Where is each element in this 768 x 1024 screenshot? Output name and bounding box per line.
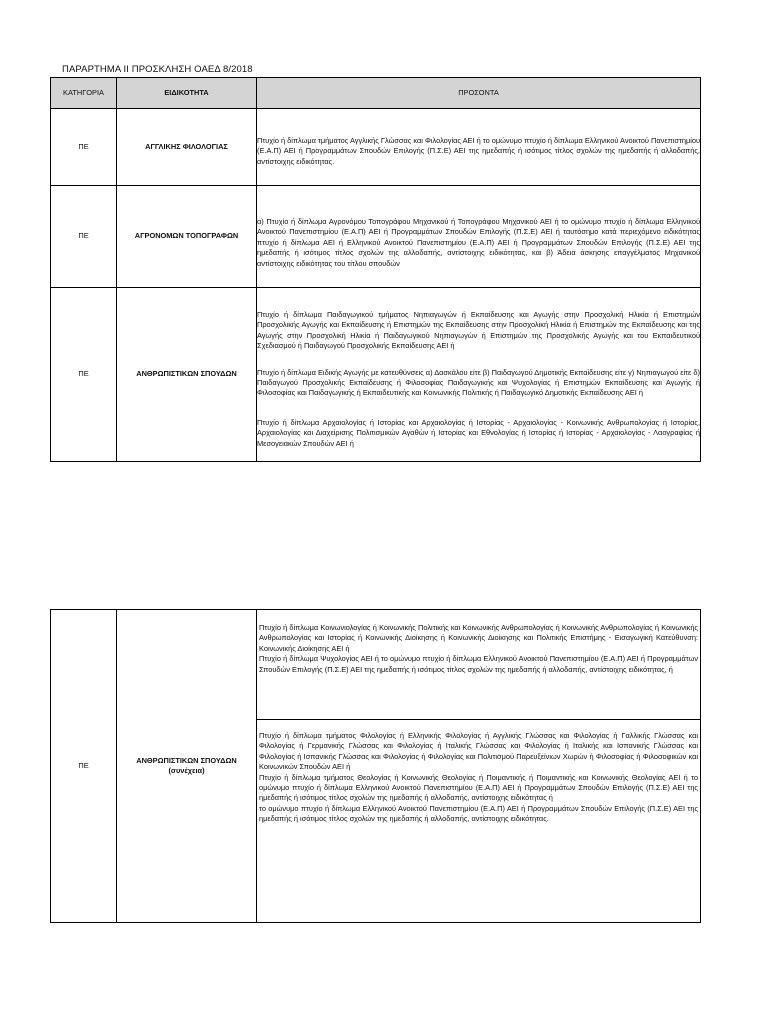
requirement-text: Πτυχίο ή δίπλωμα τμήματος Αγγλικής Γλώσσας και Φιλολογίας ΑΕΙ ή το ομώνυμο πτυχίο ή δίπλωμα Ελληνικού Ανοικτού Πανεπιστημίου (Ε.Α.Π) ΑΕΙ ή Προγραμμάτων Σπουδών Επιλογής (Π.Σ.Ε) ΑΕΙ της ημεδαπής ή ισότιμος τίτλος σχολών της ημεδαπής ή αλλοδαπής, αντίστοιχης ειδικότητας. <box>257 135 700 166</box>
table-header-row <box>51 78 701 109</box>
row-category: ΠΕ <box>51 186 117 288</box>
requirement-text: Πτυχίο ή δίπλωμα Ψυχολογίας ΑΕΙ ή το ομώνυμο πτυχίο ή δίπλωμα Ελληνικού Ανοικτού Πανεπιστημίου (Ε.Α.Π) ΑΕΙ ή Προγραμμάτων Σπουδών Επιλογής (Π.Σ.Ε) ΑΕΙ της ημεδαπής ή ισότιμος τίτλος σχολών της ημεδαπής ή αλλοδαπής, αντίστοιχης ειδικότητας, ή <box>259 654 698 674</box>
requirements-table-continued <box>50 609 701 923</box>
table-row <box>51 288 701 462</box>
row-specialty: ΑΓΡΟΝΟΜΩΝ ΤΟΠΟΓΡΑΦΩΝ <box>117 186 257 288</box>
requirement-text: Πτυχίο ή δίπλωμα τμήματος Φιλολογίας ή Ελληνικής Φιλολογίας ή Αγγλικής Γλώσσας και Φιλολογίας ή Γαλλικής Γλώσσας και Φιλολογίας ή Γερμανικής Γλώσσας και Φιλολογίας ή Ιταλικής Γλώσσας και Φιλολογίας ή Ιταλικής και Ισπανικής Γλώσσας και Φιλολογίας ή Ισπανικής Γλώσσας και Φιλολογίας ή Φιλολογίας και Πολιτισμού Παρευξείνιων Χωρών ή Φιλοσοφίας ή Φιλοσοφικών και Κοινωνικών Σπουδών ΑΕΙ ή <box>259 731 698 772</box>
requirement-text: Πτυχίο ή δίπλωμα τμήματος Θεολογίας ή Κοινωνικής Θεολογίας ή Ποιμαντικής ή Ποιμαντικής και Κοινωνικής Θεολογίας ΑΕΙ ή το ομώνυμο πτυχίο ή δίπλωμα Ελληνικού Ανοικτού Πανεπιστημίου (Ε.Α.Π) ΑΕΙ ή Προγραμμάτων Σπουδών Επιλογής (Π.Σ.Ε) ΑΕΙ της ημεδαπής ή ισότιμος τίτλος σχολών της ημεδαπής ή αλλοδαπής, αντίστοιχης ειδικότητας ή <box>259 772 698 803</box>
requirements-section-1 <box>257 610 700 720</box>
row-specialty <box>117 610 257 923</box>
row-requirements <box>257 610 701 923</box>
row-category: ΠΕ <box>51 610 117 923</box>
requirement-text: α) Πτυχίο ή δίπλωμα Αγρονόμου Τοπογράφου Μηχανικού ή Τοπογράφου Μηχανικού ΑΕΙ ή το ομώνυμο πτυχίο ή δίπλωμα Ελληνικού Ανοικτού Πανεπιστημίου (Ε.Α.Π) ΑΕΙ ή Προγραμμάτων Σπουδών Επιλογής (Π.Σ.Ε) ΑΕΙ ή ταυτόσημο κατά περιεχόμενο ειδικότητας πτυχίο ή δίπλωμα ΑΕΙ ή Ελληνικού Ανοικτού Πανεπιστημίου (Ε.Α.Π) ΑΕΙ ή Προγραμμάτων Σπουδών Επιλογής (Π.Σ.Ε) ΑΕΙ της ημεδαπής ή ισότιμος τίτλος σχολών της αλλοδαπής, αντίστοιχης ειδικότητας, και β) Άδεια άσκησης επαγγέλματος Μηχανικού αντίστοιχης ειδικότητας του τίτλου σπουδών <box>257 216 700 268</box>
row-requirements <box>257 288 701 462</box>
table-row <box>51 186 701 288</box>
requirement-text: Πτυχίο ή δίπλωμα Αρχαιολογίας ή Ιστορίας και Αρχαιολογίας ή Ιστορίας - Αρχαιολογίας - Κοινωνικής Ανθρωπολογίας ή Ιστορίας, Αρχαιολογίας και Διαχείρισης Πολιτισμικών Αγαθών ή Ιστορίας και Εθνολογίας ή Ιστορίας ή Ιστορίας - Αρχαιολογίας - Λαογραφίας ή Μεσογειακών Σπουδών ΑΕΙ ή <box>257 417 700 448</box>
requirement-text: Πτυχίο ή δίπλωμα Παιδαγωγικού τμήματος Νηπιαγωγών ή Εκπαίδευσης και Αγωγής στην Προσχολική Ηλικία ή Επιστημών Προσχολικής Αγωγής και Εκπαίδευσης ή Επιστημών της Εκπαίδευσης στην Προσχολική Ηλικία ή Επιστημών της Εκπαίδευσης και της Αγωγής στην Προσχολική Ηλικία ή Παιδαγωγικού Νηπιαγωγών ή Επιστημών της Προσχολικής Αγωγής και του Εκπαιδευτικού Σχεδιασμού ή Παιδαγωγού Προσχολικής Εκπαίδευσης ΑΕΙ ή <box>257 309 700 351</box>
header-specialty: ΕΙΔΙΚΟΤΗΤΑ <box>117 78 257 109</box>
table-row <box>51 109 701 186</box>
row-specialty: ΑΝΘΡΩΠΙΣΤΙΚΩΝ ΣΠΟΥΔΩΝ <box>117 288 257 462</box>
row-requirements <box>257 186 701 288</box>
header-category: ΚΑΤΗΓΟΡΙΑ <box>51 78 117 109</box>
requirements-table <box>50 77 701 462</box>
document-title: ΠΑΡΑΡΤΗΜΑ ΙΙ ΠΡΟΣΚΛΗΣΗ ΟΑΕΔ 8/2018 <box>62 64 253 75</box>
specialty-continued-note: (συνέχεια) <box>168 766 205 775</box>
specialty-label: ΑΝΘΡΩΠΙΣΤΙΚΩΝ ΣΠΟΥΔΩΝ <box>136 755 237 765</box>
table-row <box>51 610 701 923</box>
requirement-text: Πτυχίο ή δίπλωμα Κοινωνιολογίας ή Κοινωνικής Πολιτικής και Κοινωνικής Ανθρωπολογίας ή Κοινωνικής Ανθρωπολογίας ή Κοινωνικής Ανθρωπολογίας και Ιστορίας ή Κοινωνικής Διοίκησης ή Κοινωνικής Διοίκησης και Πολιτικής Επιστήμης - Εισαγωγική Κατεύθυνση: Κοινωνικής Διοίκησης ΑΕΙ ή <box>259 623 698 653</box>
requirement-text: Πτυχίο ή δίπλωμα Ειδικής Αγωγής με κατευθύνσεις α) Δασκάλου είτε β) Παιδαγωγού Δημοτικής Εκπαίδευσης είτε γ) Νηπιαγωγού είτε δ) Παιδαγωγού Προσχολικής Εκπαίδευσης ή Φιλοσοφίας Παιδαγωγικής και Ψυχολογίας ή Επιστημών Εκπαίδευσης και Αγωγής ή Φιλοσοφίας και Παιδαγωγικής ή Εκπαιδευτικής και Κοινωνικής Πολιτικής ή Παιδαγωγικό Δημοτικής Εκπαίδευσης ΑΕΙ ή <box>257 367 700 398</box>
header-requirements: ΠΡΟΣΟΝΤΑ <box>257 78 701 109</box>
requirements-section-2 <box>257 720 700 922</box>
row-category: ΠΕ <box>51 288 117 462</box>
requirement-text: το ομώνυμο πτυχίο ή δίπλωμα Ελληνικού Ανοικτού Πανεπιστημίου (Ε.Α.Π) ΑΕΙ ή Προγραμμάτων Σπουδών Επιλογής (Π.Σ.Ε) ΑΕΙ της ημεδαπής ή ισότιμος τίτλος σχολών της ημεδαπής ή αλλοδαπής, αντίστοιχης ειδικότητας. <box>259 803 698 824</box>
row-category: ΠΕ <box>51 109 117 186</box>
row-requirements <box>257 109 701 186</box>
row-specialty: ΑΓΓΛΙΚΗΣ ΦΙΛΟΛΟΓΙΑΣ <box>117 109 257 186</box>
